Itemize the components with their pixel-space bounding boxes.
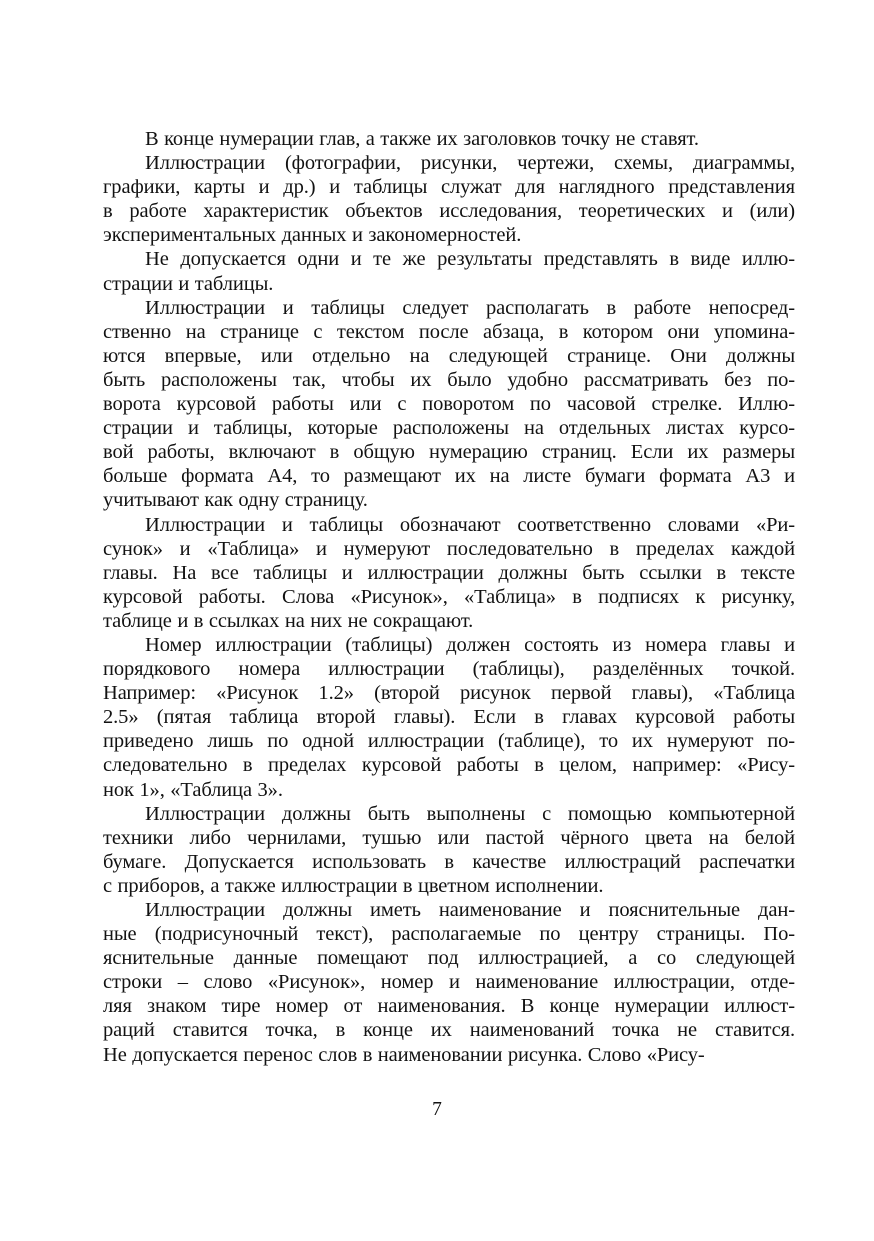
paragraph [103, 151, 795, 247]
text-line: страции и таблицы, которые расположены на отдельных листах курсо- [103, 417, 795, 440]
text-line: Например: «Рисунок 1.2» (второй рисунок первой главы), «Таблица [103, 682, 795, 705]
page-number: 7 [432, 1099, 442, 1120]
text-line: техники либо чернилами, тушью или пастой чёрного цвета на белой [103, 826, 795, 849]
text-line: Не допускается одни и те же результаты представлять в виде иллю- [145, 248, 795, 271]
paragraph [103, 802, 795, 898]
text-line: Не допускается перенос слов в наименовании рисунка. Слово «Рису- [103, 1043, 705, 1066]
text-line: раций ставится точка, в конце их наименований точка не ставится. [103, 1019, 795, 1042]
text-line: ются впервые, или отдельно на следующей странице. Они должны [103, 344, 795, 367]
text-line: таблице и в ссылках на них не сокращают. [103, 609, 474, 632]
text-line: ственно на странице с текстом после абзаца, в котором они упомина- [103, 320, 795, 343]
paragraph [103, 633, 795, 802]
text-line: В конце нумерации глав, а также их заголовков точку не ставят. [145, 128, 699, 150]
text-line: учитывают как одну страницу. [103, 489, 368, 512]
text-line: Иллюстрации и таблицы обозначают соответственно словами «Ри- [145, 513, 795, 536]
text-line: быть расположены так, чтобы их было удобно рассматривать без по- [103, 368, 795, 391]
paragraph [103, 127, 795, 151]
paragraph [103, 296, 795, 513]
text-line: строки – слово «Рисунок», номер и наименование иллюстрации, отде- [103, 971, 795, 994]
paragraph [103, 247, 795, 295]
paragraph [103, 513, 795, 633]
text-line: приведено лишь по одной иллюстрации (таблице), то их нумеруют по- [103, 730, 795, 753]
text-line: Иллюстрации должны быть выполнены с помощью компьютерной [145, 802, 795, 825]
text-line: экспериментальных данных и закономерностей. [103, 224, 522, 247]
text-line: следовательно в пределах курсовой работы в целом, например: «Рису- [103, 754, 795, 777]
text-line: Иллюстрации (фотографии, рисунки, чертежи, схемы, диаграммы, [145, 152, 795, 175]
text-line: ные (подрисуночный текст), располагаемые по центру страницы. По- [103, 923, 795, 946]
text-line: 2.5» (пятая таблица второй главы). Если в главах курсовой работы [103, 706, 795, 729]
text-line: порядкового номера иллюстрации (таблицы), разделённых точкой. [103, 658, 795, 681]
text-line: с приборов, а также иллюстрации в цветном исполнении. [103, 874, 604, 897]
text-body [103, 127, 795, 1067]
text-line: главы. На все таблицы и иллюстрации должны быть ссылки в тексте [103, 561, 795, 584]
text-line: Номер иллюстрации (таблицы) должен состоять из номера главы и [145, 633, 795, 656]
text-line: яснительные данные помещают под иллюстрацией, а со следующей [103, 947, 795, 970]
text-line: бумаге. Допускается использовать в качестве иллюстраций распечатки [103, 850, 795, 873]
text-line: страции и таблицы. [103, 272, 274, 295]
text-line: ляя знаком тире номер от наименования. В конце нумерации иллюст- [103, 995, 795, 1018]
text-line: курсовой работы. Слова «Рисунок», «Таблица» в подписях к рисунку, [103, 585, 795, 608]
text-line: в работе характеристик объектов исследования, теоретических и (или) [103, 200, 795, 223]
text-line: Иллюстрации и таблицы следует располагать в работе непосред- [145, 296, 795, 319]
text-line: вой работы, включают в общую нумерацию страниц. Если их размеры [103, 441, 795, 464]
text-line: больше формата А4, то размещают их на листе бумаги формата А3 и [103, 465, 795, 488]
text-line: нок 1», «Таблица 3». [103, 778, 283, 801]
text-line: графики, карты и др.) и таблицы служат для наглядного представления [103, 176, 795, 199]
text-line: сунок» и «Таблица» и нумеруют последовательно в пределах каждой [103, 537, 795, 560]
text-line: ворота курсовой работы или с поворотом по часовой стрелке. Иллю- [103, 393, 795, 416]
text-line: Иллюстрации должны иметь наименование и пояснительные дан- [145, 899, 795, 921]
paragraph [103, 898, 795, 1067]
